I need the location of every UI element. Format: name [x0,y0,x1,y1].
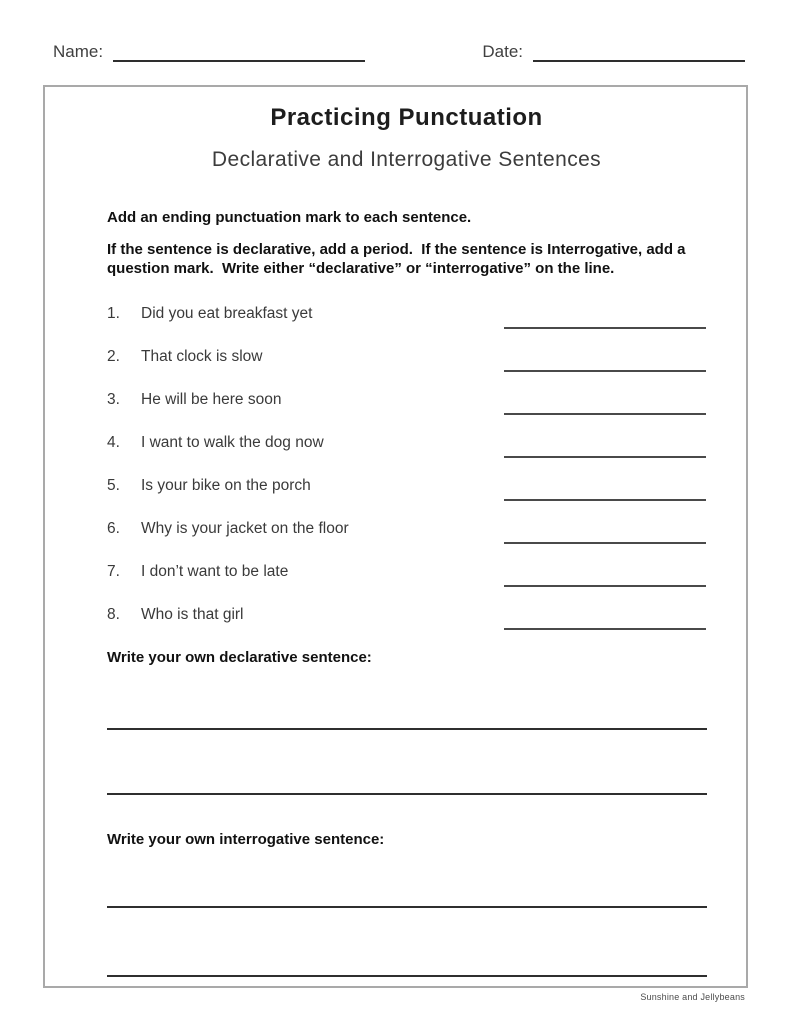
interrogative-write-line-1 [107,906,707,908]
item-text: That clock is slow [141,348,263,366]
item-text: Who is that girl [141,606,244,624]
instructions-line-2: If the sentence is declarative, add a period. If the sentence is Interrogative, add a question mark. Write either “declarative” or “interrogative” on the line. [107,240,690,277]
item-text: Did you eat breakfast yet [141,305,313,323]
page-title: Practicing Punctuation [270,104,543,131]
answer-line [504,401,706,415]
answer-line [504,573,706,587]
name-field [53,42,365,62]
item-number: 5. [107,477,120,495]
item-number: 8. [107,606,120,624]
item-number: 4. [107,434,120,452]
sentence-row-8 [107,606,706,624]
item-text: Is your bike on the porch [141,477,311,495]
sentence-row-7 [107,563,706,581]
sentence-row-5 [107,477,706,495]
sentence-row-1 [107,305,706,323]
item-number: 6. [107,520,120,538]
date-field [482,42,745,62]
answer-line [504,487,706,501]
item-number: 2. [107,348,120,366]
item-number: 1. [107,305,120,323]
interrogative-write-line-2 [107,975,707,977]
sentence-row-3 [107,391,706,409]
name-label: Name: [53,42,104,61]
item-number: 3. [107,391,120,409]
name-blank-line [113,44,365,62]
item-text: He will be here soon [141,391,282,409]
date-label: Date: [482,42,523,61]
declarative-write-line-1 [107,728,707,730]
item-text: Why is your jacket on the floor [141,520,349,538]
worksheet-border-box [43,85,748,988]
declarative-write-line-2 [107,793,707,795]
sentence-list [107,305,706,624]
sentence-row-2 [107,348,706,366]
page-subtitle: Declarative and Interrogative Sentences [211,148,602,171]
name-date-row [53,42,745,62]
interrogative-prompt: Write your own interrogative sentence: [107,831,385,849]
credit-text: Sunshine and Jellybeans [640,992,745,1002]
sentence-row-6 [107,520,706,538]
answer-line [504,358,706,372]
item-number: 7. [107,563,120,581]
date-blank-line [533,44,745,62]
declarative-prompt: Write your own declarative sentence: [107,649,372,667]
sentence-row-4 [107,434,706,452]
instructions-line-1: Add an ending punctuation mark to each sentence. [107,209,472,226]
answer-line [504,616,706,630]
answer-line [504,444,706,458]
item-text: I don’t want to be late [141,563,289,581]
item-text: I want to walk the dog now [141,434,324,452]
answer-line [504,315,706,329]
answer-line [504,530,706,544]
